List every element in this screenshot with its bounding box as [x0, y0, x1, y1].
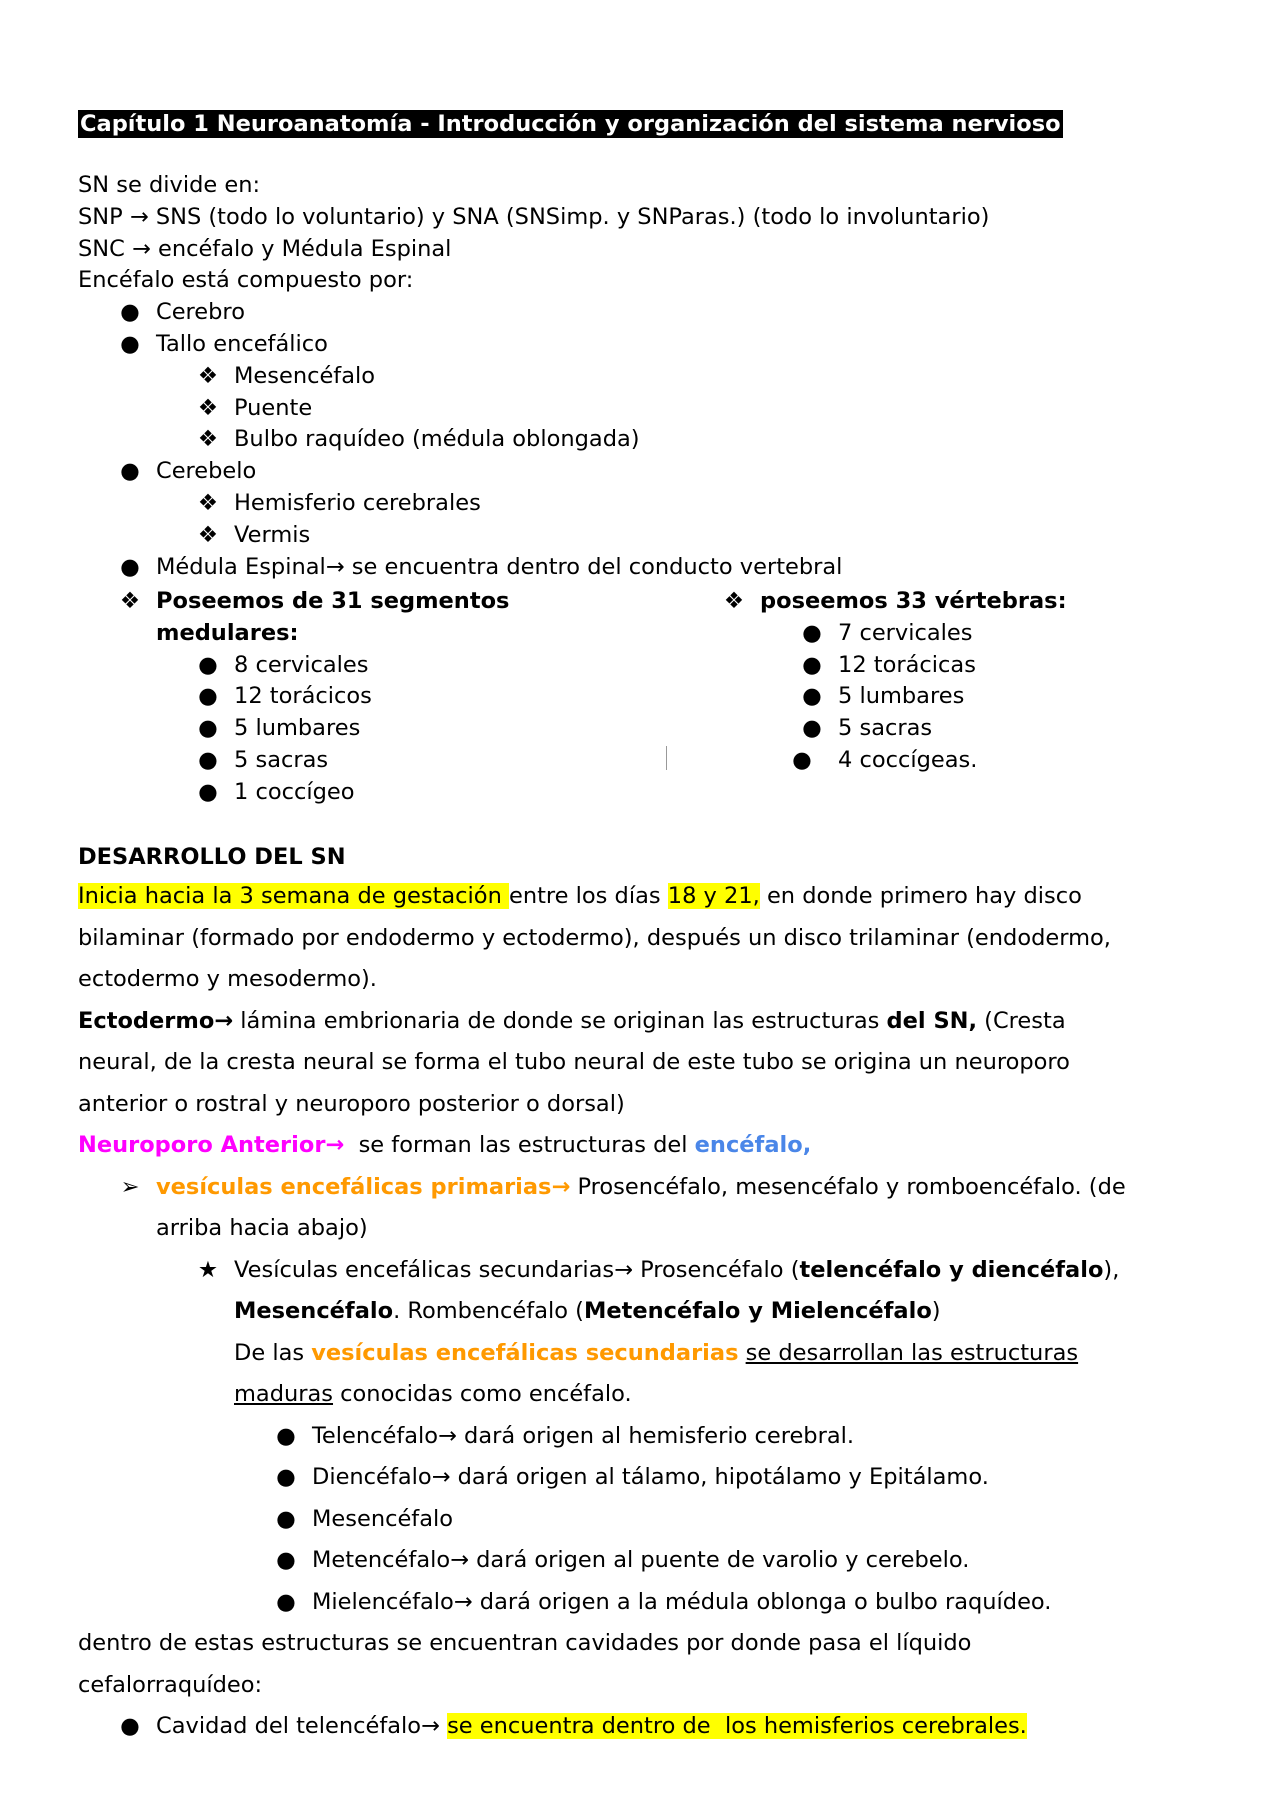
bullet-icon: ● — [802, 715, 822, 742]
paragraph-line: Inicia hacia la 3 semana de gestación entre los días 18 y 21, en donde primero hay disco — [78, 883, 1082, 909]
list-item: ❖ Mesencéfalo — [78, 361, 1208, 393]
bullet-icon: ● — [276, 1422, 296, 1449]
list-item: ❖ Puente — [78, 393, 1208, 425]
paragraph-line: ectodermo y mesodermo). — [78, 966, 377, 992]
bullet-icon: ● — [198, 651, 218, 678]
list-item: ● 5 lumbares — [682, 681, 1202, 713]
bullet-icon: ● — [120, 299, 140, 326]
list-item: ● 4 coccígeas. — [682, 745, 1202, 777]
diamond-bullet-icon: ❖ — [723, 588, 745, 614]
list-heading: ❖ Poseemos de 31 segmentos — [78, 586, 678, 618]
intro-line: SNP → SNS (todo lo voluntario) y SNA (SNSimp. y SNParas.) (todo lo involuntario) — [78, 203, 990, 230]
paragraph-line: cefalorraquídeo: — [78, 1671, 263, 1698]
list-item: ● Mesencéfalo — [78, 1499, 1208, 1541]
list-item: ❖ Hemisferio cerebrales — [78, 488, 1208, 520]
list-item: ● Diencéfalo→ dará origen al tálamo, hipotálamo y Epitálamo. — [78, 1457, 1208, 1499]
list-item: ● 1 coccígeo — [78, 777, 678, 809]
list-item: ● Telencéfalo→ dará origen al hemisferio cerebral. — [78, 1416, 1208, 1458]
list-item-continuation: Mesencéfalo. Rombencéfalo (Metencéfalo y Mielencéfalo) — [234, 1298, 941, 1324]
list-item: ● Metencéfalo→ dará origen al puente de varolio y cerebelo. — [78, 1540, 1208, 1582]
bullet-icon: ● — [120, 553, 140, 580]
list-item: ● Mielencéfalo→ dará origen a la médula oblonga o bulbo raquídeo. — [78, 1582, 1208, 1624]
paragraph-line: Neuroporo Anterior→ se forman las estructuras del encéfalo, — [78, 1132, 812, 1158]
bullet-icon: ● — [802, 651, 822, 678]
list-item-continuation: De las vesículas encefálicas secundarias se desarrollan las estructuras — [234, 1339, 1079, 1366]
bullet-icon: ● — [198, 746, 218, 773]
arrow-bullet-icon: ➢ — [120, 1173, 140, 1200]
diamond-bullet-icon: ❖ — [119, 588, 141, 614]
diamond-bullet-icon: ❖ — [197, 489, 219, 516]
bullet-icon: ● — [276, 1588, 296, 1615]
list-item: ❖ Bulbo raquídeo (médula oblongada) — [78, 424, 1208, 456]
list-item: ● 7 cervicales — [682, 618, 1202, 650]
bullet-icon: ● — [276, 1547, 296, 1573]
list-heading: ❖ poseemos 33 vértebras: — [682, 586, 1202, 618]
segmentos-column — [78, 586, 678, 809]
list-heading: medulares: — [156, 619, 299, 646]
list-item: ★ Vesículas encefálicas secundarias→ Prosencéfalo (telencéfalo y diencéfalo), — [78, 1250, 1208, 1292]
vertebras-column — [682, 586, 1202, 777]
bullet-icon: ● — [198, 778, 218, 805]
paragraph-line: Ectodermo→ lámina embrionaria de donde se originan las estructuras del SN, (Cresta — [78, 1007, 1066, 1034]
intro-line: Encéfalo está compuesto por: — [78, 267, 414, 294]
list-item: ● 5 lumbares — [78, 713, 678, 745]
desarrollo-section — [78, 838, 1208, 1748]
diamond-bullet-icon: ❖ — [197, 362, 219, 389]
intro-line: SN se divide en: — [78, 172, 261, 198]
text-cursor — [666, 746, 667, 770]
bullet-icon: ● — [198, 683, 218, 710]
paragraph-line: neural, de la cresta neural se forma el tubo neural de este tubo se origina un neuroporo — [78, 1049, 1070, 1075]
paragraph-line: bilaminar (formado por endodermo y ectodermo), después un disco trilaminar (endodermo, — [78, 924, 1111, 951]
list-item-continuation: arriba hacia abajo) — [156, 1215, 368, 1241]
intro-section — [78, 170, 1208, 583]
paragraph-line: anterior o rostral y neuroporo posterior o dorsal) — [78, 1090, 625, 1117]
list-item: ● Tallo encefálico — [78, 329, 1208, 361]
list-item-continuation: maduras conocidas como encéfalo. — [234, 1381, 632, 1407]
diamond-bullet-icon: ❖ — [197, 394, 219, 421]
list-item: ➢ vesículas encefálicas primarias→ Prosencéfalo, mesencéfalo y romboencéfalo. (de — [78, 1167, 1208, 1209]
list-item: ● 12 torácicos — [78, 681, 678, 713]
bullet-icon: ● — [120, 1713, 140, 1739]
list-item: ● Cerebelo — [78, 456, 1208, 488]
bullet-icon: ● — [120, 330, 140, 357]
star-bullet-icon: ★ — [197, 1256, 219, 1283]
list-item: ● Cavidad del telencéfalo→ se encuentra dentro de los hemisferios cerebrales. — [78, 1706, 1208, 1748]
bullet-icon: ● — [802, 619, 822, 646]
list-item: ● 5 sacras — [682, 713, 1202, 745]
list-item: ● Cerebro — [78, 297, 1208, 329]
diamond-bullet-icon: ❖ — [197, 521, 219, 548]
diamond-bullet-icon: ❖ — [197, 426, 219, 453]
list-item: ● Médula Espinal→ se encuentra dentro del conducto vertebral — [78, 552, 1208, 584]
paragraph-line: dentro de estas estructuras se encuentran cavidades por donde pasa el líquido — [78, 1630, 972, 1656]
bullet-icon: ● — [276, 1505, 296, 1532]
list-item: ● 8 cervicales — [78, 650, 678, 682]
list-item: ● 12 torácicas — [682, 650, 1202, 682]
list-item: ❖ Vermis — [78, 520, 1208, 552]
bullet-icon: ● — [198, 715, 218, 742]
chapter-title: Capítulo 1 Neuroanatomía - Introducción y organización del sistema nervioso — [80, 111, 1061, 137]
bullet-icon: ● — [792, 746, 812, 773]
list-item: ● 5 sacras — [78, 745, 678, 777]
section-heading: DESARROLLO DEL SN — [78, 844, 346, 870]
intro-line: SNC → encéfalo y Médula Espinal — [78, 235, 452, 262]
bullet-icon: ● — [276, 1464, 296, 1490]
bullet-icon: ● — [802, 683, 822, 710]
bullet-icon: ● — [120, 458, 140, 485]
